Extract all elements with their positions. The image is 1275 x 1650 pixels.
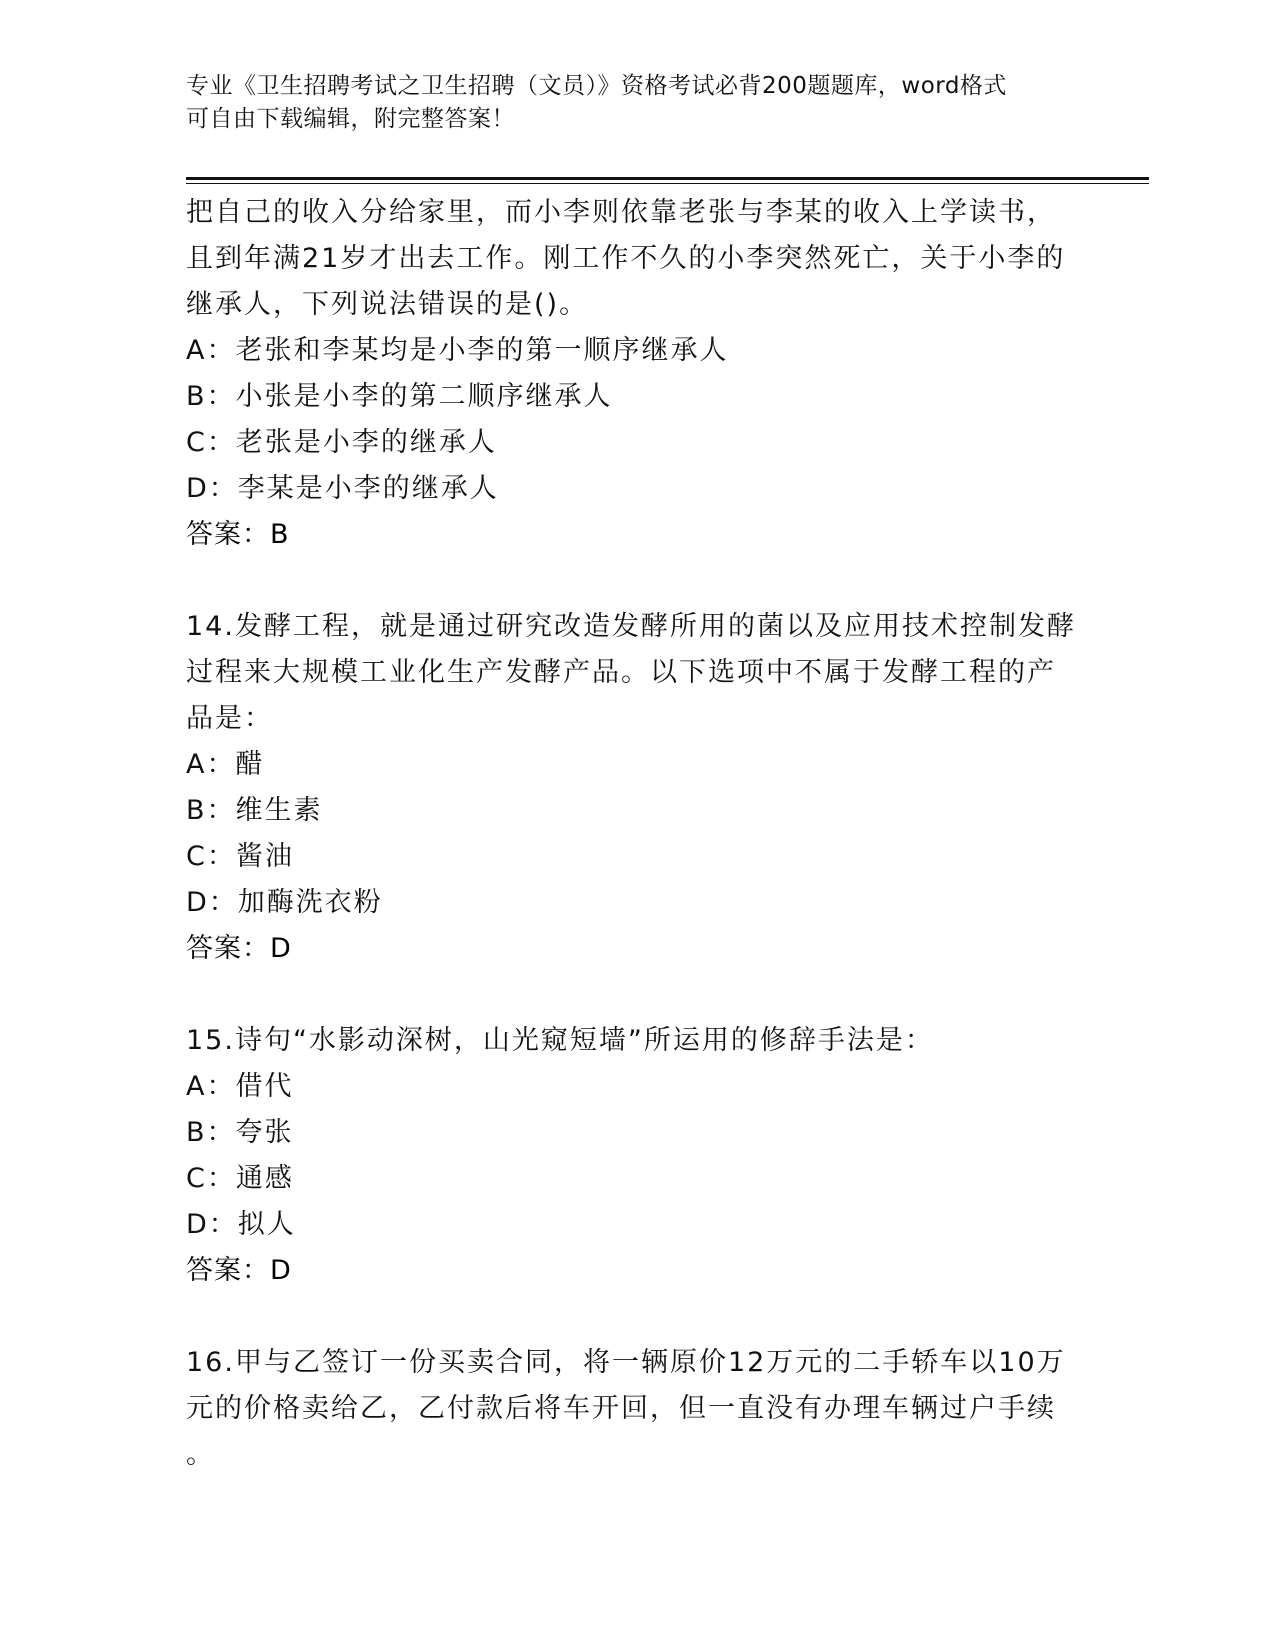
spacer bbox=[186, 558, 1086, 604]
question-15-option-c: C：通感 bbox=[186, 1163, 294, 1194]
question-13-option-c: C：老张是小李的继承人 bbox=[186, 427, 497, 458]
question-13-answer: 答案：B bbox=[186, 519, 290, 550]
question-16 bbox=[186, 1340, 1086, 1478]
question-14-option-b: B：维生素 bbox=[186, 795, 323, 826]
question-14-line-3: 品是： bbox=[186, 703, 273, 734]
question-15-line-1: 15.诗句“水影动深树，山光窥短墙”所运用的修辞手法是： bbox=[186, 1025, 934, 1056]
question-13-line-2: 且到年满21岁才出去工作。刚工作不久的小李突然死亡，关于小李的 bbox=[186, 243, 1066, 274]
question-15 bbox=[186, 1018, 1086, 1294]
spacer bbox=[186, 972, 1086, 1018]
question-14-answer: 答案：D bbox=[186, 933, 292, 964]
question-14-option-c: C：酱油 bbox=[186, 841, 294, 872]
spacer bbox=[186, 1294, 1086, 1340]
question-15-option-d: D：拟人 bbox=[186, 1209, 296, 1240]
question-13-line-1: 把自己的收入分给家里，而小李则依靠老张与李某的收入上学读书， bbox=[186, 197, 1056, 228]
header-line-2: 可自由下载编辑，附完整答案！ bbox=[186, 106, 515, 132]
question-13-option-a: A：老张和李某均是小李的第一顺序继承人 bbox=[186, 335, 729, 366]
question-14 bbox=[186, 604, 1086, 972]
question-16-line-1: 16.甲与乙签订一份买卖合同，将一辆原价12万元的二手轿车以10万 bbox=[186, 1347, 1066, 1378]
question-13-option-b: B：小张是小李的第二顺序继承人 bbox=[186, 381, 613, 412]
question-14-option-d: D：加酶洗衣粉 bbox=[186, 887, 383, 918]
question-15-option-a: A：借代 bbox=[186, 1071, 294, 1102]
question-15-answer: 答案：D bbox=[186, 1255, 292, 1286]
question-16-line-3: 。 bbox=[186, 1439, 215, 1470]
question-14-option-a: A：醋 bbox=[186, 749, 265, 780]
header-line-1: 专业《卫生招聘考试之卫生招聘（文员）》资格考试必背200题题库，word格式 bbox=[186, 73, 1007, 99]
question-15-option-b: B：夸张 bbox=[186, 1117, 294, 1148]
question-content bbox=[186, 190, 1086, 1478]
document-header bbox=[186, 70, 1066, 136]
question-13 bbox=[186, 190, 1086, 558]
question-13-option-d: D：李某是小李的继承人 bbox=[186, 473, 499, 504]
header-divider-thick bbox=[186, 177, 1149, 180]
question-13-line-3: 继承人，下列说法错误的是()。 bbox=[186, 289, 589, 320]
question-16-line-2: 元的价格卖给乙，乙付款后将车开回，但一直没有办理车辆过户手续 bbox=[186, 1393, 1056, 1424]
question-14-line-2: 过程来大规模工业化生产发酵产品。以下选项中不属于发酵工程的产 bbox=[186, 657, 1056, 688]
question-14-line-1: 14.发酵工程，就是通过研究改造发酵所用的菌以及应用技术控制发酵 bbox=[186, 611, 1076, 642]
header-divider-thin bbox=[186, 183, 1149, 184]
